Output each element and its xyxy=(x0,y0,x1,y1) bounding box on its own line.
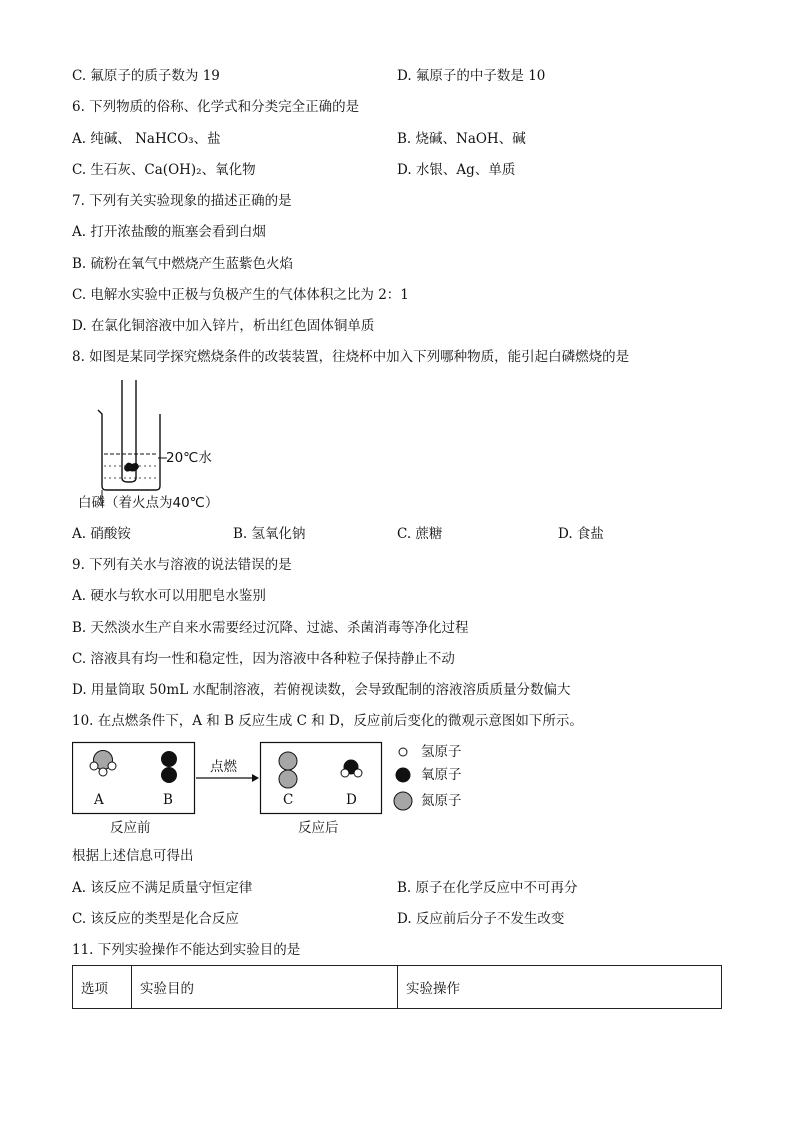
q7-stem: 7. 下列有关实验现象的描述正确的是 xyxy=(72,193,292,209)
water-label: 20℃水 xyxy=(166,450,212,466)
q8-stem: 8. 如图是某同学探究燃烧条件的改装装置，往烧杯中加入下列哪种物质，能引起白磷燃烧的是 xyxy=(72,349,630,365)
nitrogen-atom xyxy=(279,752,297,770)
q8-option-a: A. 硝酸铵 xyxy=(72,526,131,542)
label-b: B xyxy=(163,792,173,808)
table-header-operation: 实验操作 xyxy=(398,966,722,1009)
legend-oxygen-icon xyxy=(396,768,411,783)
table-header-purpose: 实验目的 xyxy=(132,966,398,1009)
table-header-row xyxy=(73,966,722,1009)
q7-option-a: A. 打开浓盐酸的瓶塞会看到白烟 xyxy=(72,224,266,240)
q8-option-b: B. 氢氧化钠 xyxy=(233,526,306,542)
q5-option-c: C. 氟原子的质子数为 19 xyxy=(72,68,220,84)
hydrogen-atom xyxy=(341,769,349,777)
q5-option-d: D. 氟原子的中子数是 10 xyxy=(397,68,546,84)
legend-nitrogen-label: 氮原子 xyxy=(421,793,462,809)
nitrogen-atom xyxy=(279,770,297,788)
q11-table xyxy=(72,965,722,1009)
q7-option-c: C. 电解水实验中正极与负极产生的气体体积之比为 2：1 xyxy=(72,287,409,303)
q10-figure xyxy=(72,740,492,840)
q6-option-d: D. 水银、Ag、单质 xyxy=(397,162,516,178)
legend-nitrogen-icon xyxy=(394,792,412,810)
label-a: A xyxy=(94,792,104,808)
phosphorus-label: 白磷（着火点为40℃） xyxy=(78,495,219,511)
q10-stem: 10. 在点燃条件下，A 和 B 反应生成 C 和 D，反应前后变化的微观示意图如下所示。 xyxy=(72,713,583,729)
q8-figure xyxy=(72,378,312,518)
legend-hydrogen-icon xyxy=(399,748,407,756)
q9-option-d: D. 用量筒取 50mL 水配制溶液，若俯视读数，会导致配制的溶液溶质质量分数偏大 xyxy=(72,682,571,698)
q6-option-c: C. 生石灰、Ca(OH)₂、氧化物 xyxy=(72,162,256,178)
arrow-head xyxy=(252,774,259,782)
q7-option-d: D. 在氯化铜溶液中加入锌片，析出红色固体铜单质 xyxy=(72,318,375,334)
hydrogen-atom xyxy=(90,762,98,770)
q10-lead: 根据上述信息可得出 xyxy=(72,848,194,864)
q6-option-a: A. 纯碱、 NaHCO₃、盐 xyxy=(72,131,221,147)
q9-stem: 9. 下列有关水与溶液的说法错误的是 xyxy=(72,557,292,573)
oxygen-atom xyxy=(161,751,177,767)
hydrogen-atom xyxy=(354,769,362,777)
hydrogen-atom xyxy=(108,762,116,770)
after-label: 反应后 xyxy=(298,820,339,836)
oxygen-atom xyxy=(161,767,177,783)
q9-option-a: A. 硬水与软水可以用肥皂水鉴别 xyxy=(72,588,266,604)
q10-option-c: C. 该反应的类型是化合反应 xyxy=(72,911,239,927)
label-c: C xyxy=(283,792,294,808)
before-label: 反应前 xyxy=(110,820,151,836)
arrow-label: 点燃 xyxy=(210,759,237,775)
table-header-option: 选项 xyxy=(73,966,132,1009)
hydrogen-atom xyxy=(99,768,107,776)
q11-stem: 11. 下列实验操作不能达到实验目的是 xyxy=(72,942,301,958)
q8-option-d: D. 食盐 xyxy=(558,526,604,542)
q7-option-b: B. 硫粉在氧气中燃烧产生蓝紫色火焰 xyxy=(72,256,294,272)
q6-option-b: B. 烧碱、NaOH、碱 xyxy=(397,131,526,147)
q10-option-a: A. 该反应不满足质量守恒定律 xyxy=(72,880,253,896)
q10-option-d: D. 反应前后分子不发生改变 xyxy=(397,911,565,927)
white-phosphorus xyxy=(124,463,139,472)
q9-option-b: B. 天然淡水生产自来水需要经过沉降、过滤、杀菌消毒等净化过程 xyxy=(72,620,469,636)
legend-oxygen-label: 氧原子 xyxy=(421,767,462,783)
q9-option-c: C. 溶液具有均一性和稳定性，因为溶液中各种粒子保持静止不动 xyxy=(72,651,455,667)
label-d: D xyxy=(346,792,357,808)
q6-stem: 6. 下列物质的俗称、化学式和分类完全正确的是 xyxy=(72,99,360,115)
legend-hydrogen-label: 氢原子 xyxy=(421,744,462,760)
q8-option-c: C. 蔗糖 xyxy=(397,526,443,542)
q10-option-b: B. 原子在化学反应中不可再分 xyxy=(397,880,578,896)
